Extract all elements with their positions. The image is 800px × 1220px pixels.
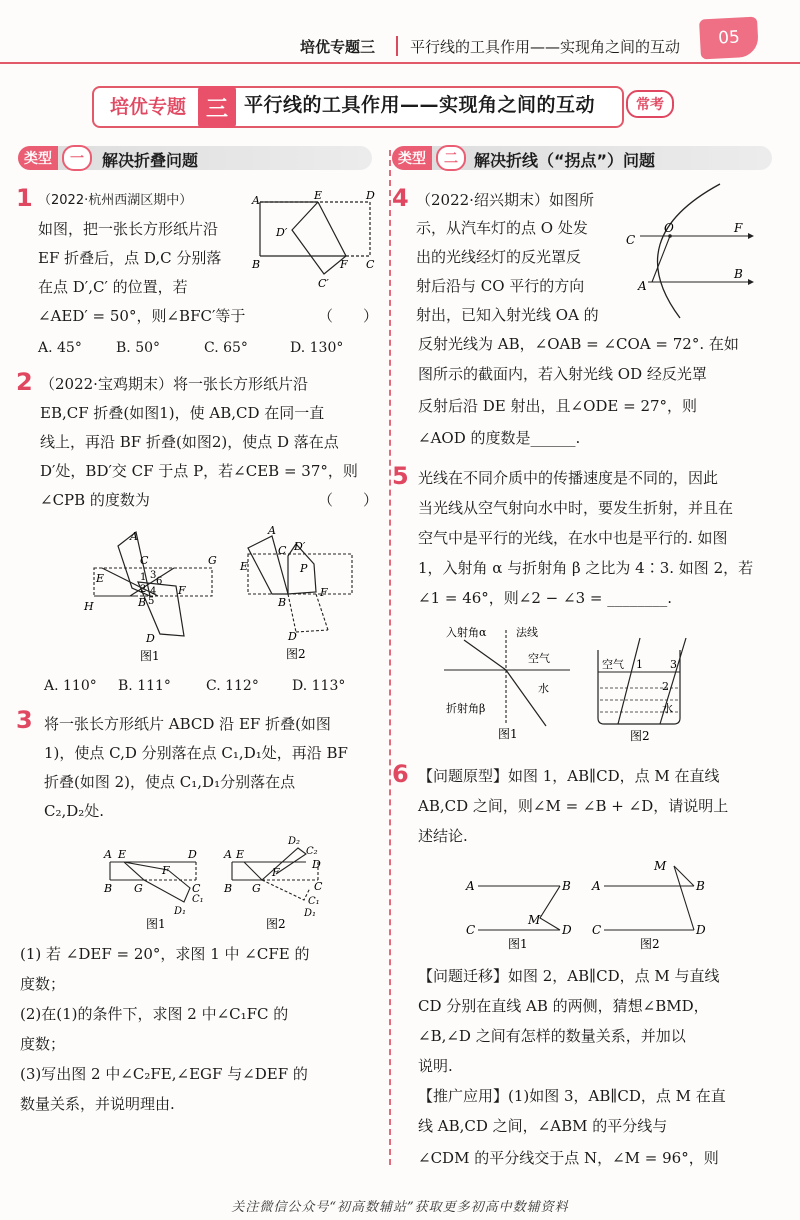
q6-line: ∠B,∠D 之间有怎样的数量关系，并加以 (418, 1027, 686, 1045)
section-1-label: 类型 (18, 146, 58, 170)
fig-label: C (140, 554, 149, 567)
question-3-number: 3 (16, 706, 33, 734)
question-2-number: 2 (16, 368, 33, 396)
fig-label: D (696, 923, 706, 937)
section-1-number: 一 (62, 145, 92, 171)
fig-label: 折射角β (446, 702, 486, 715)
q1-option: A. 45° (38, 340, 82, 356)
q6-line: 【问题迁移】如图 2，AB∥CD，点 M 与直线 (418, 967, 720, 985)
figure-caption: 图1 (146, 917, 166, 931)
fig-label: B (252, 258, 261, 271)
fig-label: D (312, 858, 321, 871)
fig-label: F (320, 586, 328, 599)
fig-label: C (314, 880, 323, 893)
banner-number: 三 (198, 86, 236, 128)
fig-label: D′ (276, 226, 288, 239)
q6-line: ∠CDM 的平分线交于点 N，∠M = 96°，则 (418, 1149, 719, 1167)
q3-part: (1) 若 ∠DEF = 20°，求图 1 中 ∠CFE 的 (20, 945, 310, 963)
fig-label: 1 (636, 658, 643, 671)
fig-label: D₁ (304, 908, 317, 919)
fig-label: 2 (662, 680, 669, 693)
q2-answer-blank: （ ） (318, 491, 379, 509)
fig-label: D (188, 848, 197, 861)
fig-label: B (138, 596, 147, 609)
fig-label: A (130, 530, 138, 543)
fig-label: B (562, 879, 571, 893)
q2-option: A. 110° (44, 678, 97, 694)
q4-line: ∠AOD 的度数是______. (418, 429, 581, 447)
q1-line: 如图，把一张长方形纸片沿 (38, 220, 219, 238)
q5-line: 光线在不同介质中的传播速度是不同的，因此 (418, 469, 719, 487)
figure-caption: 图2 (640, 937, 660, 951)
q6-line: 述结论. (418, 827, 468, 845)
fig-label: 空气 (528, 652, 550, 665)
q4-line: 图所示的截面内，若入射光线 OD 经反光罩 (418, 365, 707, 383)
fig-label: 水 (662, 702, 673, 715)
fig-label: G (134, 882, 143, 895)
q5-refraction-figure-1 (436, 620, 576, 744)
q4-line: 射后沿与 CO 平行的方向 (416, 277, 585, 295)
fig-label: D (562, 923, 572, 937)
column-divider (389, 150, 391, 1165)
q4-line: 射出，已知入射光线 OA 的 (416, 306, 599, 324)
q4-line: 出的光线经灯的反光罩反 (416, 248, 582, 266)
fig-label: A (466, 879, 475, 893)
section-2-title: 解决折线（“拐点”）问题 (474, 151, 656, 170)
fig-label: E (240, 560, 249, 573)
fig-label: P (300, 562, 308, 575)
header-rule (0, 62, 800, 64)
fig-label: E (236, 848, 245, 861)
fig-label: M (528, 913, 541, 927)
q1-line: ∠AED′ = 50°，则∠BFC′等于 (38, 307, 246, 325)
section-1-title: 解决折叠问题 (102, 151, 199, 170)
q2-figure-1 (80, 526, 230, 666)
fig-label: C₁ (308, 896, 320, 907)
q2-line: D′处，BD′交 CF 于点 P，若∠CEB = 37°，则 (40, 462, 358, 480)
q3-line: 将一张长方形纸片 ABCD 沿 EF 折叠(如图 (44, 715, 331, 733)
fig-label: F (162, 864, 170, 877)
q2-figure-2 (236, 524, 356, 664)
fig-label: D (288, 630, 297, 643)
fig-label: E (96, 572, 105, 585)
section-2-number: 二 (436, 145, 466, 171)
q3-part: (2)在(1)的条件下，求图 2 中∠C₁FC 的 (20, 1005, 289, 1023)
q6-line: 【推广应用】(1)如图 3，AB∥CD，点 M 在直 (418, 1087, 726, 1105)
fig-label: C (466, 923, 476, 937)
figure-caption: 图2 (630, 729, 650, 743)
fig-label: 3 (150, 570, 157, 581)
q1-option: D. 130° (290, 340, 344, 356)
header-title: 平行线的工具作用——实现角之间的互动 (410, 38, 681, 56)
q2-line: （2022·宝鸡期末）将一张长方形纸片沿 (40, 375, 308, 393)
q2-option: B. 111° (118, 678, 171, 694)
fig-label: B (104, 882, 113, 895)
fig-label: C′ (318, 277, 329, 290)
fig-label: A (638, 279, 647, 293)
question-5-number: 5 (392, 462, 409, 490)
q5-refraction-figure-2 (590, 632, 694, 744)
q6-line: 【问题原型】如图 1，AB∥CD，点 M 在直线 (418, 767, 720, 785)
fig-label: D (146, 632, 155, 645)
fig-label: F (734, 221, 743, 235)
question-1-number: 1 (16, 184, 33, 212)
fig-label: C (592, 923, 602, 937)
fig-label: 5 (148, 596, 155, 607)
fig-label: A (592, 879, 601, 893)
fig-label: 4 (150, 586, 157, 597)
q4-line: 反射光线为 AB，∠OAB = ∠COA = 72°. 在如 (418, 335, 739, 353)
q1-option: B. 50° (116, 340, 161, 356)
fig-label: D₂ (288, 836, 301, 847)
q2-line: ∠CPB 的度数为 (40, 491, 150, 509)
q3-part: 数量关系，并说明理由. (20, 1095, 175, 1113)
q5-line: 空气中是平行的光线，在水中也是平行的. 如图 (418, 529, 728, 547)
q4-headlight-figure (620, 178, 760, 324)
fig-label: 1 (140, 572, 147, 583)
q6-figure-2 (590, 854, 730, 952)
q1-line: EF 折叠后，点 D,C 分别落 (38, 249, 222, 267)
fig-label: M (654, 859, 667, 873)
fig-label: 法线 (516, 626, 538, 639)
q6-line: 说明. (418, 1057, 453, 1075)
fig-label: B (696, 879, 705, 893)
figure-caption: 图1 (140, 649, 160, 663)
page-number-badge: 05 (699, 17, 759, 60)
q3-figure-1 (100, 840, 210, 932)
fig-label: A (224, 848, 232, 861)
fig-label: A (252, 194, 260, 207)
q2-option: D. 113° (292, 678, 346, 694)
fig-label: A (104, 848, 112, 861)
fig-label: E (118, 848, 127, 861)
fig-label: D (366, 189, 375, 202)
q3-part: (3)写出图 2 中∠C₂FE,∠EGF 与∠DEF 的 (20, 1065, 308, 1083)
section-2-label: 类型 (392, 146, 432, 170)
fig-label: C (626, 233, 636, 247)
fig-label: G (208, 554, 217, 567)
fig-label: H (84, 600, 94, 613)
q6-line: CD 分别在直线 AB 的两侧，猜想∠BMD， (418, 997, 709, 1015)
q6-figure-1 (460, 872, 580, 952)
fig-label: F (272, 866, 280, 879)
frequency-badge: 常考 (626, 90, 674, 118)
fig-label: 水 (538, 682, 549, 695)
figure-caption: 图2 (286, 647, 306, 661)
figure-caption: 图1 (508, 937, 528, 951)
q4-line: 示，从汽车灯的点 O 处发 (416, 219, 588, 237)
q3-line: C₂,D₂处. (44, 802, 105, 820)
q4-line: 反射后沿 DE 射出，且∠ODE = 27°，则 (418, 397, 698, 415)
fig-label: C₁ (192, 894, 204, 905)
q3-line: 1)，使点 C,D 分别落在点 C₁,D₁处，再沿 BF (44, 744, 348, 762)
q5-line: 1，入射角 α 与折射角 β 之比为 4∶3. 如图 2，若 (418, 559, 754, 577)
fig-label: B (278, 596, 287, 609)
fig-label: C (278, 544, 287, 557)
fig-label: 入射角α (446, 626, 487, 639)
banner-tag: 培优专题 (109, 95, 186, 118)
q3-part: 度数； (20, 975, 66, 993)
q6-line: 线 AB,CD 之间，∠ABM 的平分线与 (418, 1117, 668, 1135)
q2-option: C. 112° (206, 678, 259, 694)
q1-option: C. 65° (204, 340, 248, 356)
q1-figure (248, 188, 380, 292)
fig-label: C (192, 882, 201, 895)
fig-label: 3 (670, 658, 677, 671)
fig-label: G (252, 882, 261, 895)
q6-line: AB,CD 之间，则∠M = ∠B + ∠D，请说明上 (418, 797, 729, 815)
header-section-label: 培优专题三 (300, 38, 376, 56)
fig-label: O (664, 221, 674, 235)
q5-line: ∠1 = 46°，则∠2 − ∠3 = ________. (418, 589, 673, 607)
fig-label: B (734, 267, 743, 281)
fig-label: D₁ (174, 906, 187, 917)
figure-caption: 图2 (266, 917, 286, 931)
q2-line: EB,CF 折叠(如图1)，使 AB,CD 在同一直 (40, 404, 325, 422)
figure-caption: 图1 (498, 727, 518, 741)
fig-label: F (340, 258, 348, 271)
q1-source: （2022·杭州西湖区期中） (38, 193, 193, 208)
fig-label: A (268, 524, 276, 537)
fig-label: D′ (294, 540, 306, 553)
banner-title: 平行线的工具作用——实现角之间的互动 (244, 94, 596, 116)
q2-line: 线上，再沿 BF 折叠(如图2)，使点 D 落在点 (40, 433, 339, 451)
fig-label: B (224, 882, 233, 895)
question-4-number: 4 (392, 184, 409, 212)
q5-line: 当光线从空气射向水中时，要发生折射，并且在 (418, 499, 734, 517)
q3-part: 度数； (20, 1035, 66, 1053)
fig-label: 6 (156, 576, 163, 587)
footer-notice: 关注微信公众号“初高数辅站”获取更多初高中数辅资料 (231, 1200, 569, 1215)
fig-label: C (366, 258, 375, 271)
fig-label: C₂ (306, 846, 318, 857)
q3-line: 折叠(如图 2)，使点 C₁,D₁分别落在点 (44, 773, 296, 791)
fig-label: 2 (140, 584, 147, 595)
q3-figure-2 (222, 834, 342, 932)
fig-label: F (178, 584, 186, 597)
header-separator (396, 36, 398, 56)
q1-answer-blank: （ ） (318, 307, 379, 325)
fig-label: 空气 (602, 658, 624, 671)
q1-line: 在点 D′,C′ 的位置，若 (38, 278, 188, 296)
fig-label: E (314, 189, 323, 202)
q4-line: （2022·绍兴期末）如图所 (416, 191, 594, 209)
question-6-number: 6 (392, 760, 409, 788)
